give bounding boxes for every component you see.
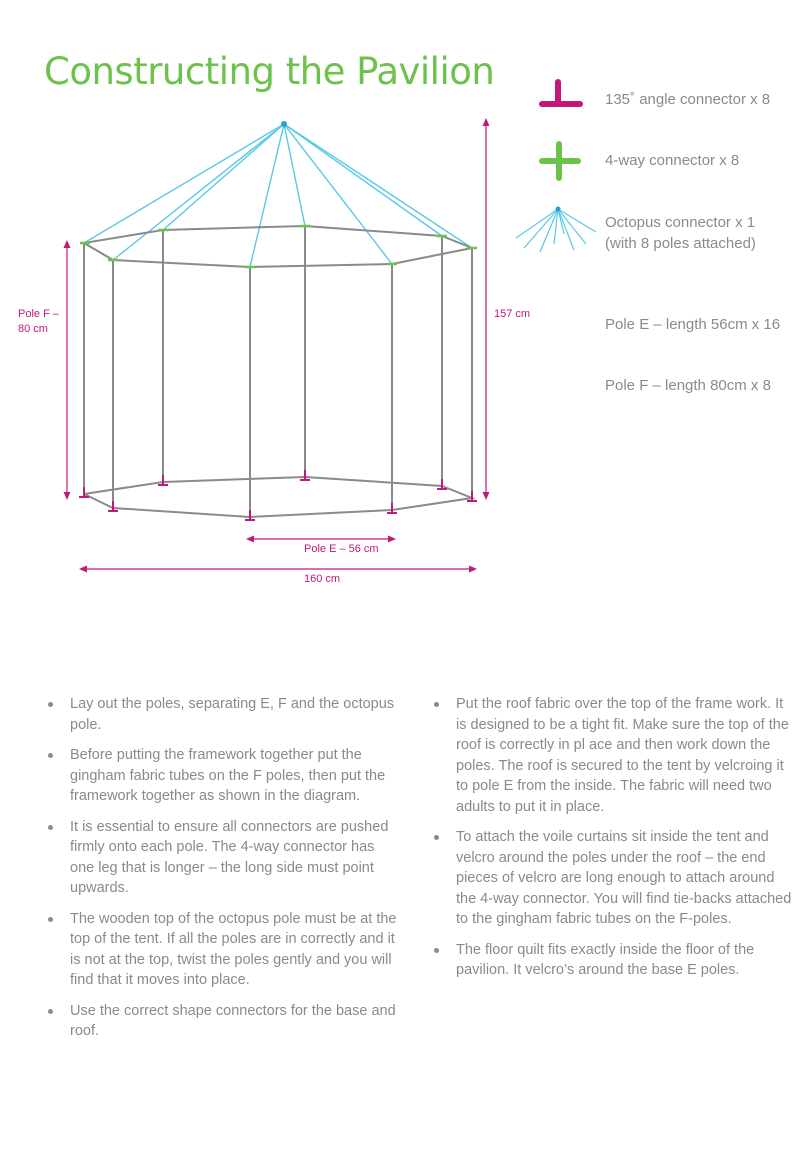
octopus-connector-top	[281, 121, 287, 127]
page-title: Constructing the Pavilion	[44, 50, 495, 93]
instructions-right-column	[434, 694, 796, 991]
height-dimension-label: 157 cm	[494, 308, 531, 320]
instruction-item: The floor quilt fits exactly inside the floor of the pavilion. It velcro’s around the base E poles.	[434, 940, 796, 981]
pole-e-dimension-label: Pole E – 56 cm	[304, 543, 379, 555]
legend-pole-e: Pole E – length 56cm x 16	[605, 316, 781, 333]
instruction-item: Use the correct shape connectors for the base and roof.	[48, 1001, 402, 1042]
instructions-left-column	[48, 694, 402, 1052]
instruction-item: To attach the voile curtains sit inside the tent and velcro around the poles under the roof – the end pieces of velcro are long enough to attach around the 4-way connector. You will find tie-backs attached to the gingham fabric tubes on the F-poles.	[434, 827, 796, 930]
instruction-item: Lay out the poles, separating E, F and the octopus pole.	[48, 694, 402, 735]
legend-four-way-connector: 4-way connector x 8	[605, 152, 740, 169]
width-dimension-label: 160 cm	[304, 573, 341, 585]
instruction-item: Before putting the framework together put the gingham fabric tubes on the F poles, then put the framework together as shown in the diagram.	[48, 745, 402, 807]
angle-connector-icon	[538, 78, 584, 112]
octopus-connector-icon	[512, 204, 602, 256]
legend-pole-f: Pole F – length 80cm x 8	[605, 377, 771, 394]
frame-poles	[84, 226, 472, 517]
pole-f-dimension-label: Pole F – 80 cm	[18, 308, 59, 335]
instruction-item: Put the roof fabric over the top of the frame work. It is designed to be a tight fit. Make sure the top of the roof is correctly in pl ace and then work down the poles. The roof is secured to the tent by velcroing it to pole E from the inside. The fabric will need two adults to put it in place.	[434, 694, 796, 817]
four-way-connector-icon	[538, 140, 582, 182]
instruction-item: The wooden top of the octopus pole must be at the top of the tent. If all the poles are in correctly and it is not at the top, twist the poles gently and you will find that it moves into place.	[48, 909, 402, 991]
legend-octopus-connector: Octopus connector x 1 (with 8 poles attached)	[605, 214, 756, 252]
roof-poles	[84, 124, 472, 267]
legend-angle-connector: 135˚ angle connector x 8	[605, 91, 771, 108]
instruction-item: It is essential to ensure all connectors are pushed firmly onto each pole. The 4-way connector has one leg that is longer – the long side must point upwards.	[48, 817, 402, 899]
